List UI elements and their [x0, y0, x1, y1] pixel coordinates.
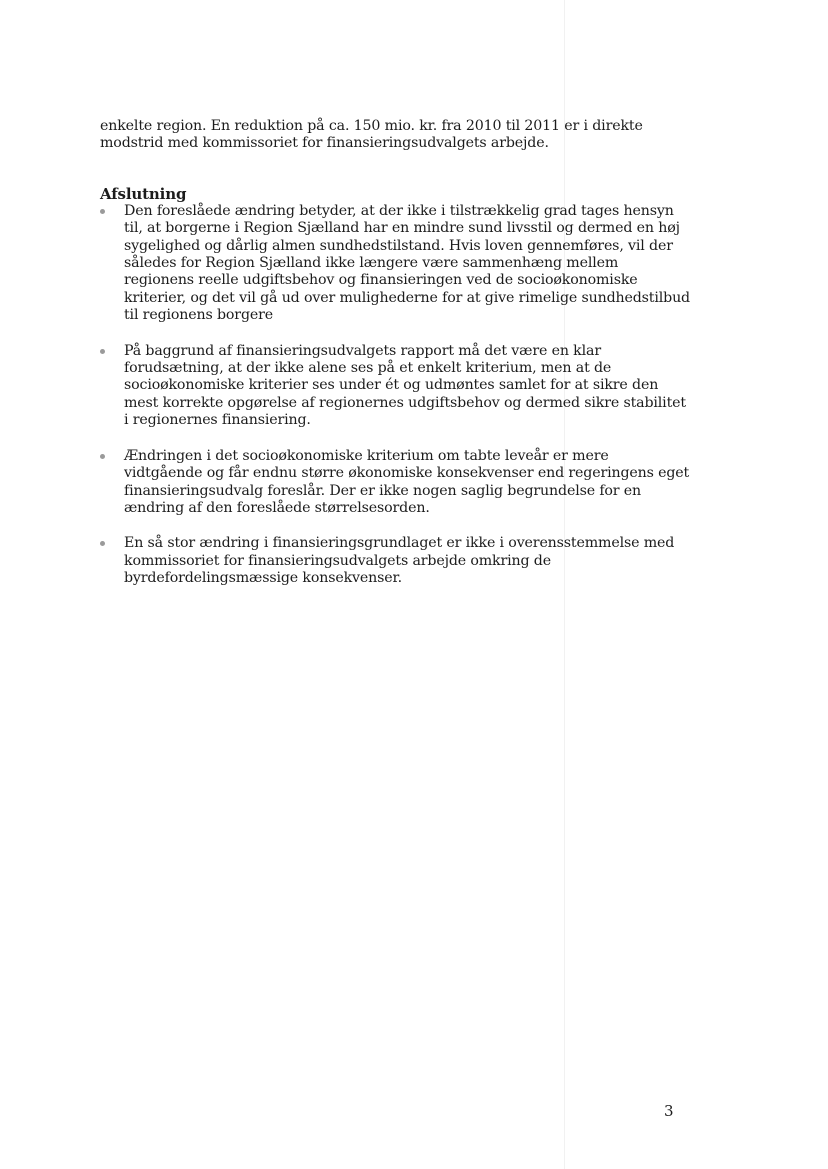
page-content — [100, 118, 690, 606]
page-number: 3 — [664, 1102, 674, 1120]
bullet-text: På baggrund af finansieringsudvalgets rapport må det være en klar forudsætning, at der ikke alene ses på et enkelt kriterium, men at de socioøkonomiske kriterier ses under ét og udmøntes samlet for at sikre den mest korrekte opgørelse af regionernes udgiftsbehov og dermed sikre stabilitet i regionernes finansiering. — [124, 342, 686, 429]
bullet-item — [100, 535, 690, 587]
bullet-dot-icon — [100, 454, 105, 459]
bullet-text: Ændringen i det socioøkonomiske kriterium om tabte leveår er mere vidtgående og får endnu større økonomiske konsekvenser end regeringens eget finansieringsudvalg foreslår. Der er ikke nogen saglig begrundelse for en ændring af den foreslåede størrelsesorden. — [124, 447, 690, 516]
section-heading: Afslutning — [100, 184, 187, 203]
bullet-item — [100, 203, 690, 325]
bullet-dot-icon — [100, 349, 105, 354]
bullet-dot-icon — [100, 541, 105, 546]
bullet-dot-icon — [100, 209, 105, 214]
bullet-list — [100, 203, 690, 588]
bullet-text: Den foreslåede ændring betyder, at der ikke i tilstrækkelig grad tages hensyn til, at borgerne i Region Sjælland har en mindre sund livsstil og dermed en høj sygelighed og dårlig almen sundhedstilstand. Hvis loven gennemføres, vil der således for Region Sjælland ikke længere være sammenhæng mellem regionens reelle udgiftsbehov og finansieringen ved de socioøkonomiske kriterier, og det vil gå ud over mulighederne for at give rimelige sundhedstilbud til regionens borgere — [124, 202, 690, 324]
bullet-text: En så stor ændring i finansieringsgrundlaget er ikke i overensstemmelse med kommissoriet for finansieringsudvalgets arbejde omkring de byrdefordelingsmæssige konsekvenser. — [124, 535, 675, 587]
bullet-item — [100, 343, 690, 430]
bullet-item — [100, 448, 690, 518]
intro-paragraph: enkelte region. En reduktion på ca. 150 mio. kr. fra 2010 til 2011 er i direkte modstrid med kommissoriet for finansieringsudvalgets arbejde. — [100, 118, 643, 152]
